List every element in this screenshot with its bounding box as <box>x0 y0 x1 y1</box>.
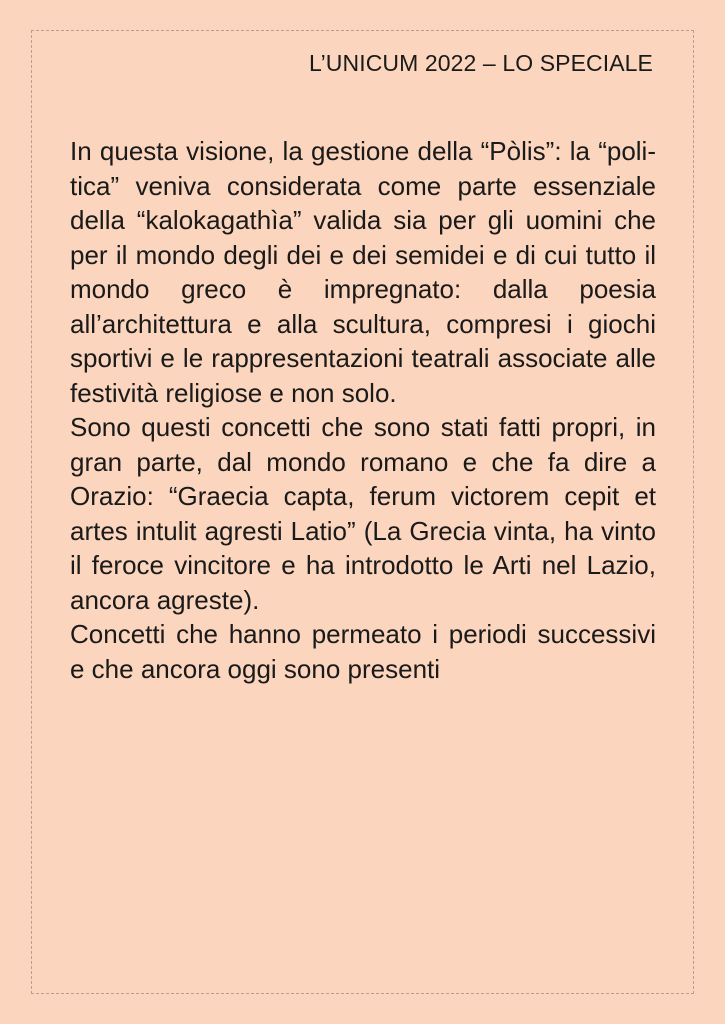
paragraph-1: In questa visione, la gestione della “Pòlis”: la “poli-tica” veniva considerata come parte essenziale della “kalokagathìa” valida sia per gli uomini che per il mondo degli dei e dei semidei e di cui tutto il mondo greco è impregnato: dalla poesia all’architettura e alla scultura, compresi i giochi sportivi e le rappresentazioni teatrali associate alle festività religiose e non solo. <box>70 136 656 408</box>
page-header: L’UNICUM 2022 – LO SPECIALE <box>308 50 653 76</box>
body-text <box>70 134 656 686</box>
paragraph-2: Sono questi concetti che sono stati fatti propri, in gran parte, dal mondo romano e che fa dire a Orazio: “Graecia capta, ferum victorem cepit et artes intulit agresti Latio” (La Grecia vinta, ha vinto il feroce vincitore e ha introdotto le Arti nel Lazio, ancora agreste). <box>70 412 656 615</box>
paragraph-3: Concetti che hanno permeato i periodi successivi e che ancora oggi sono presenti <box>70 619 656 684</box>
